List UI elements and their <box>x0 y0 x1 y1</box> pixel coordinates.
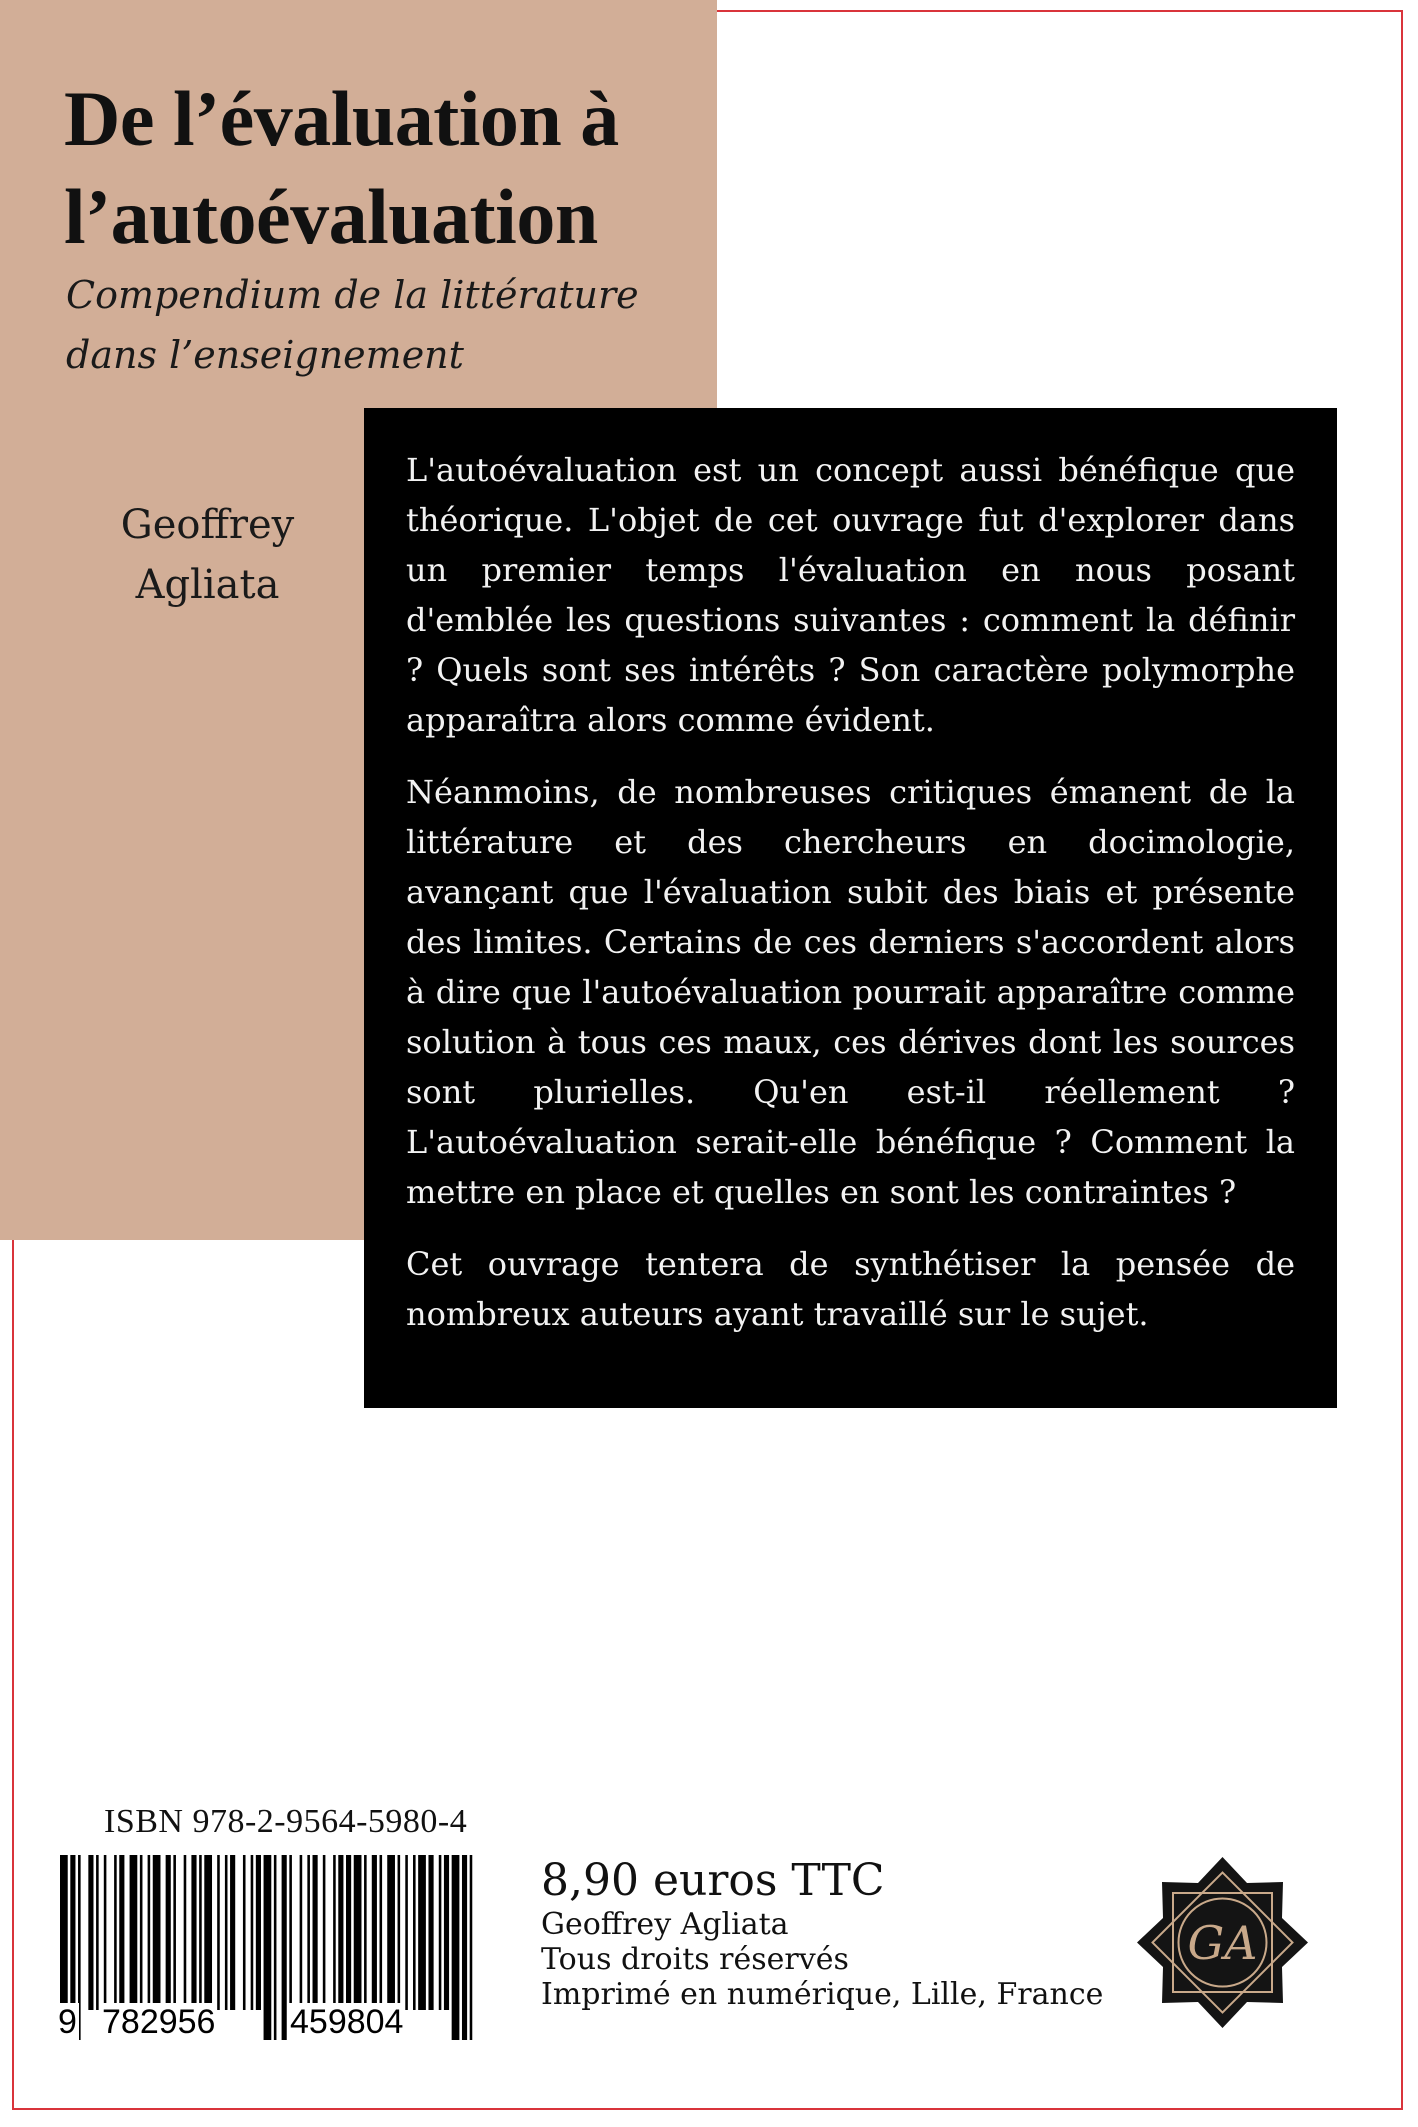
barcode-bar <box>372 1855 377 2010</box>
barcode-bar <box>130 1855 138 2010</box>
barcode-bar <box>184 1855 187 2010</box>
barcode-bar <box>398 1855 401 2010</box>
logo-monogram: GA <box>1187 1916 1258 1970</box>
barcode-bar <box>256 1855 261 2010</box>
book-subtitle: Compendium de la littérature dans l’enseignement <box>66 273 639 377</box>
publisher-line-author: Geoffrey Agliata <box>541 1907 789 1942</box>
barcode-bar <box>153 1855 161 2010</box>
barcode-bar <box>225 1855 228 2010</box>
blurb-paragraph: Cet ouvrage tentera de synthétiser la pensée de nombreux auteurs ayant travaillé sur le sujet. <box>406 1245 1295 1333</box>
barcode-digit-group-left: 782956 <box>102 2003 216 2041</box>
barcode-bar <box>230 1855 235 2010</box>
barcode-digits <box>60 2003 480 2043</box>
barcode-bar <box>114 1855 117 2010</box>
barcode-digit-group-right: 459804 <box>290 2003 404 2041</box>
barcode-bar <box>413 1855 416 2010</box>
barcode-bar <box>380 1855 383 2010</box>
barcode-bar <box>96 1855 99 2010</box>
barcode-bar <box>104 1855 107 2010</box>
publisher-logo-icon <box>1135 1855 1310 2030</box>
barcode-digit-lead: 9 <box>58 2003 77 2041</box>
isbn-label: ISBN 978-2-9564-5980-4 <box>104 1803 468 1840</box>
barcode-bar <box>166 1855 171 2010</box>
publisher-line-printing: Imprimé en numérique, Lille, France <box>541 1977 1104 2012</box>
blurb-box <box>364 408 1337 1408</box>
barcode-bar <box>444 1855 449 2010</box>
barcode-bar <box>387 1855 395 2010</box>
barcode-bar <box>338 1855 343 2010</box>
barcode-bar <box>364 1855 367 2010</box>
barcode-bar <box>405 1855 408 2010</box>
barcode-bar <box>428 1855 433 2010</box>
barcode-bar <box>333 1855 336 2010</box>
barcode-bar <box>88 1855 93 2010</box>
barcode-bar <box>251 1855 254 2010</box>
barcode-bar <box>307 1855 310 2010</box>
barcode-bar <box>439 1855 442 2010</box>
barcode-bar <box>204 1855 212 2010</box>
barcode-bar <box>191 1855 196 2010</box>
barcode-bar <box>418 1855 426 2010</box>
barcode-bar <box>354 1855 362 2010</box>
barcode-bar <box>323 1855 326 2010</box>
barcode-bar <box>243 1855 246 2010</box>
barcode-bar <box>217 1855 220 2010</box>
blurb-paragraph: Néanmoins, de nombreuses critiques émanent de la littérature et des chercheurs en docimologie, avançant que l'évaluation subit des biais et présente des limites. Certains de ces derniers s'accordent alors à dire que l'autoévaluation pourrait apparaître comme solution à tous ces maux, ces dérives dont les sources sont plurielles. Qu'en est-il réellement ? L'autoévaluation serait-elle bénéfique ? Comment la mettre en place et quelles en sont les contraintes ? <box>406 773 1295 1211</box>
barcode-bar <box>148 1855 151 2010</box>
publisher-line-rights: Tous droits réservés <box>541 1942 849 1977</box>
barcode-bar <box>289 1855 292 2010</box>
book-title: De l’évaluation à l’autoévaluation <box>64 75 619 260</box>
barcode-bar <box>346 1855 351 2010</box>
barcode-bar <box>140 1855 143 2010</box>
barcode-bar <box>199 1855 202 2010</box>
blurb-text <box>406 445 1295 1339</box>
barcode-bar <box>313 1855 318 2010</box>
author-name: Geoffrey Agliata <box>120 502 295 608</box>
price-block <box>541 1855 1103 2012</box>
barcode-bar <box>300 1855 303 2010</box>
price: 8,90 euros TTC <box>541 1855 885 1906</box>
barcode-bar <box>173 1855 176 2010</box>
blurb-paragraph: L'autoévaluation est un concept aussi bénéfique que théorique. L'objet de cet ouvrage fut d'explorer dans un premier temps l'évaluation en nous posant d'emblée les questions suivantes : comment la définir ? Quels sont ses intérêts ? Son caractère polymorphe apparaîtra alors comme évident. <box>406 451 1295 739</box>
barcode-bar <box>119 1855 124 2010</box>
